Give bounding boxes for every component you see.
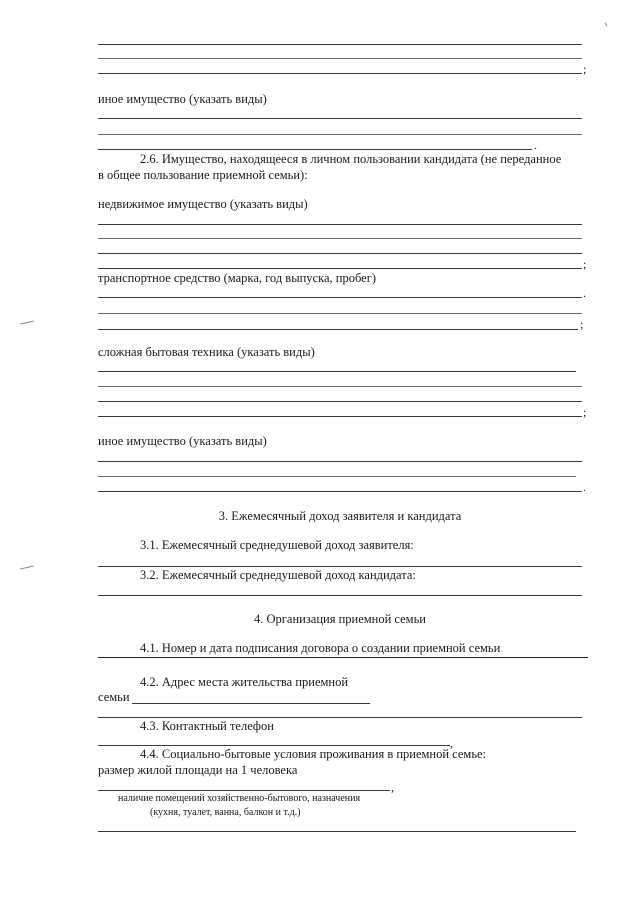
semicolon: ;: [583, 62, 587, 76]
item-4-2-line1: 4.2. Адрес места жительства приемной: [140, 675, 349, 689]
item-3-1: 3.1. Ежемесячный среднедушевой доход заявителя:: [140, 538, 414, 552]
item-3-2: 3.2. Ежемесячный среднедушевой доход кандидата:: [140, 568, 416, 582]
fill-line: [98, 58, 582, 59]
fill-line: [98, 476, 576, 477]
fill-line: [98, 268, 582, 269]
scan-mark: [20, 321, 34, 325]
semicolon: ;: [580, 317, 584, 331]
item-4-3: 4.3. Контактный телефон: [140, 719, 274, 733]
period: .: [583, 480, 586, 494]
comma: ,: [391, 780, 394, 794]
item-4-4-line2: размер жилой площади на 1 человека: [98, 763, 298, 777]
fill-line: [98, 790, 390, 791]
fill-line: [98, 491, 582, 492]
appliances-label: сложная бытовая техника (указать виды): [98, 345, 315, 359]
fill-line: [98, 253, 582, 254]
fill-line: [98, 401, 582, 402]
period: .: [583, 286, 586, 300]
fill-line: [98, 416, 582, 417]
fill-line: [98, 134, 582, 135]
rooms-caption-2: (кухня, туалет, ванна, балкон и т.д.): [150, 807, 301, 818]
fill-line: [98, 745, 450, 746]
rooms-caption-1: наличие помещений хозяйственно-бытового, назначения: [118, 793, 361, 804]
scan-mark: [20, 566, 34, 570]
fill-line: [98, 831, 576, 832]
semicolon: ;: [583, 257, 587, 271]
fill-line: [98, 329, 578, 330]
fill-line: [98, 149, 532, 150]
item-4-4-line1: 4.4. Социально-бытовые условия проживания в приемной семье:: [140, 747, 487, 761]
section-4-title: 4. Организация приемной семьи: [254, 612, 426, 626]
vehicle-label: транспортное средство (марка, год выпуска, пробег): [98, 271, 376, 285]
item-2-6-line2: в общее пользование приемной семьи):: [98, 168, 308, 182]
fill-line: [98, 566, 582, 567]
fill-line: [98, 461, 582, 462]
semicolon: ;: [583, 405, 587, 419]
section-3-title: 3. Ежемесячный доход заявителя и кандидата: [218, 509, 462, 523]
fill-line: [98, 595, 582, 596]
fill-line: [132, 703, 370, 704]
fill-line: [98, 44, 582, 45]
fill-line: [98, 238, 582, 239]
period: .: [534, 138, 537, 152]
fill-line: [98, 73, 582, 74]
fill-line: [98, 717, 582, 718]
fill-line: [98, 657, 588, 658]
other-property-label-1: иное имущество (указать виды): [98, 92, 267, 106]
item-4-1: 4.1. Номер и дата подписания договора о создании приемной семьи: [140, 641, 501, 655]
real-estate-label: недвижимое имущество (указать виды): [98, 197, 308, 211]
fill-line: [98, 118, 582, 119]
fill-line: [98, 386, 582, 387]
fill-line: [98, 371, 576, 372]
item-4-2-line2: семьи: [98, 690, 130, 704]
comma: ,: [450, 736, 453, 750]
item-2-6-line1: 2.6. Имущество, находящееся в личном пользовании кандидата (не переданное: [140, 152, 562, 166]
fill-line: [98, 224, 582, 225]
fill-line: [98, 313, 582, 314]
scan-mark: [605, 23, 608, 27]
fill-line: [98, 297, 582, 298]
other-property-label-2: иное имущество (указать виды): [98, 434, 267, 448]
